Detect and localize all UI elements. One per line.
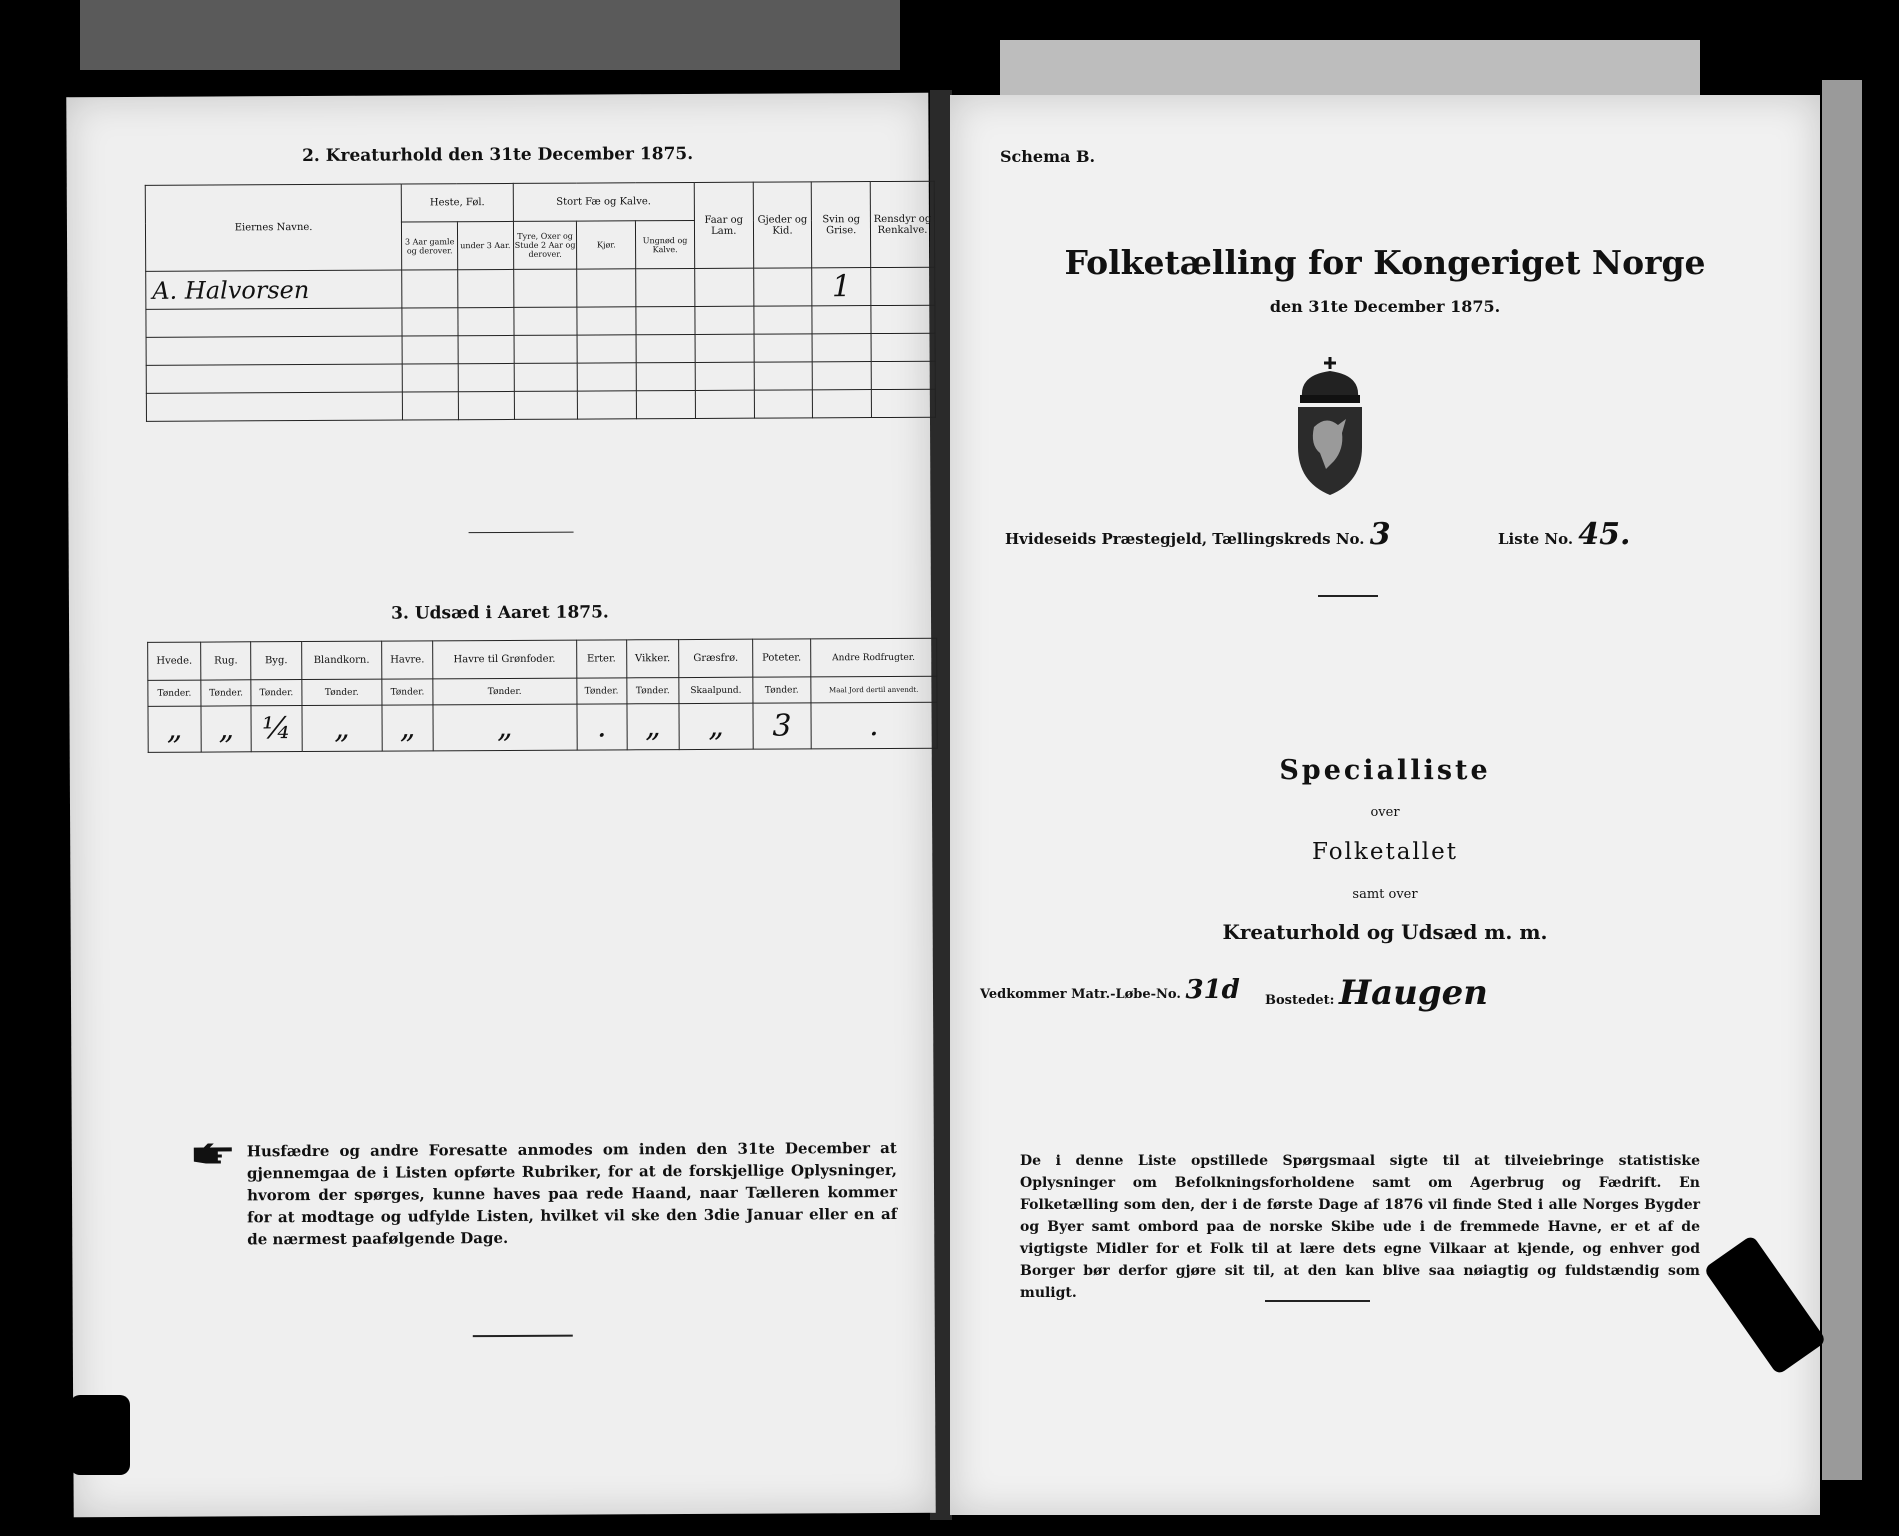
heste-header: Heste, Føl. bbox=[401, 183, 513, 222]
specialliste-heading: Specialliste bbox=[1279, 755, 1491, 786]
seed-value: „ bbox=[679, 703, 753, 749]
seed-name: Rug. bbox=[201, 642, 251, 680]
stort-header: Stort Fæ og Kalve. bbox=[513, 182, 694, 221]
pointing-hand-icon bbox=[192, 1141, 236, 1167]
section2-title: 2. Kreaturhold den 31te December 1875. bbox=[301, 143, 694, 167]
seed-value: . bbox=[811, 702, 938, 749]
table-row bbox=[146, 389, 935, 421]
right-edge-strip bbox=[1822, 80, 1862, 1480]
seed-unit: Tønder. bbox=[148, 680, 201, 706]
corner-tab bbox=[70, 1395, 130, 1475]
kreds-number: 3 bbox=[1369, 517, 1391, 552]
seed-unit: Tønder. bbox=[382, 679, 433, 705]
seed-unit: Tønder. bbox=[433, 678, 577, 705]
gjeder-header: Gjeder og Kid. bbox=[753, 182, 812, 268]
seed-table bbox=[147, 638, 938, 753]
bosted-line bbox=[1265, 973, 1488, 1013]
seed-name: Andre Rodfrugter. bbox=[810, 638, 937, 677]
seed-name-row bbox=[148, 638, 937, 680]
seed-value: 3 bbox=[753, 703, 811, 749]
matr-line bbox=[980, 975, 1240, 1005]
schema-label: Schema B. bbox=[1000, 147, 1096, 166]
seed-value: „ bbox=[627, 704, 679, 750]
seed-unit: Tønder. bbox=[301, 679, 382, 705]
seed-name: Blandkorn. bbox=[301, 641, 382, 679]
divider bbox=[469, 532, 574, 534]
seed-name: Havre til Grønfoder. bbox=[433, 640, 577, 679]
coat-of-arms-icon bbox=[1290, 357, 1370, 497]
over-text: over bbox=[1370, 805, 1400, 820]
seed-name: Poteter. bbox=[753, 639, 811, 677]
table-row bbox=[146, 267, 935, 309]
seed-value: . bbox=[576, 704, 627, 750]
seed-value-row bbox=[148, 702, 937, 752]
seed-value: ¼ bbox=[251, 706, 302, 752]
seed-unit: Tønder. bbox=[753, 677, 811, 703]
kreaturhold-heading: Kreaturhold og Udsæd m. m. bbox=[1222, 920, 1548, 944]
matr-number: 31d bbox=[1185, 975, 1240, 1005]
table-row bbox=[146, 361, 935, 393]
owner-name: A. Halvorsen bbox=[146, 270, 402, 309]
heste-sub2: under 3 Aar. bbox=[457, 221, 513, 269]
folketallet-heading: Folketallet bbox=[1312, 839, 1458, 865]
seed-value: „ bbox=[148, 706, 201, 752]
seed-value: „ bbox=[201, 706, 252, 752]
info-paragraph: De i denne Liste opstillede Spørgsmaal sigte til at tilveiebringe statistiske Oplysninger om Befolkningsforholdene samt om Agerbrug og Fædrift. En Folketælling som den, der i de første Dage af 1876 vil finde Sted i alle Norges Bygder og Byer samt ombord paa de norske Skibe ude i de fremmede Havne, er et af de vigtigste Midler for et Folk til at lære dets egne Vilkaar at kjende, og enhver god Borger bør derfor gjøre sit til, at den kan blive saa nøiagtig og fuldstændig som muligt. bbox=[1020, 1153, 1700, 1301]
parish-line bbox=[1005, 517, 1391, 552]
svin-value: 1 bbox=[812, 268, 871, 306]
matr-label: Vedkommer Matr.-Løbe-No. bbox=[980, 987, 1181, 1002]
seed-value: „ bbox=[302, 705, 383, 751]
seed-unit: Tønder. bbox=[201, 680, 251, 706]
seed-name: Havre. bbox=[382, 641, 433, 679]
livestock-table bbox=[145, 181, 936, 422]
svin-header: Svin og Grise. bbox=[812, 182, 871, 268]
rensdyr-header: Rensdyr og Renkalve. bbox=[870, 181, 934, 267]
stort-sub3: Ungnød og Kalve. bbox=[636, 220, 695, 268]
seed-unit: Tønder. bbox=[627, 678, 679, 704]
seed-unit: Maal Jord dertil anvendt. bbox=[810, 676, 936, 703]
seed-value: „ bbox=[382, 705, 433, 751]
form-date: den 31te December 1875. bbox=[1269, 297, 1501, 316]
owner-header: Eiernes Navne. bbox=[145, 184, 402, 271]
seed-unit: Tønder. bbox=[251, 680, 301, 706]
seed-unit: Tønder. bbox=[576, 678, 626, 704]
faar-header: Faar og Lam. bbox=[694, 182, 753, 268]
heste-sub1: 3 Aar gamle og derover. bbox=[402, 222, 458, 270]
divider bbox=[473, 1335, 573, 1338]
seed-name: Byg. bbox=[251, 642, 301, 680]
liste-label: Liste No. bbox=[1498, 530, 1574, 548]
right-page bbox=[950, 95, 1820, 1515]
seed-unit: Skaalpund. bbox=[679, 677, 753, 703]
seed-value: „ bbox=[433, 704, 577, 751]
notice-text: Husfædre og andre Foresatte anmodes om inden den 31te December at gjennemgaa de i Listen opførte Rubriker, for at de forskjellige Oplysninger, hvorom der spørges, kunne haves paa rede Haand, naar Tælleren kommer for at modtage og udfylde Listen, hvilket vil ske den 3die Januar eller en af de nærmest paafølgende Dage. bbox=[246, 1138, 898, 1249]
seed-name: Hvede. bbox=[148, 642, 201, 680]
seed-unit-row bbox=[148, 676, 937, 706]
divider bbox=[1265, 1300, 1370, 1302]
bosted-value: Haugen bbox=[1338, 973, 1488, 1013]
top-strip bbox=[80, 0, 900, 70]
top-strip-right bbox=[1000, 40, 1700, 100]
samt-over-text: samt over bbox=[1352, 887, 1418, 902]
seed-name: Erter. bbox=[576, 640, 626, 678]
seed-name: Græsfrø. bbox=[679, 639, 753, 677]
left-page bbox=[66, 93, 935, 1517]
stort-sub1: Tyre, Oxer og Stude 2 Aar og derover. bbox=[513, 221, 577, 269]
section3-title: 3. Udsæd i Aaret 1875. bbox=[391, 602, 609, 624]
table-row bbox=[146, 333, 935, 365]
divider bbox=[1318, 595, 1378, 597]
bosted-label: Bostedet: bbox=[1265, 993, 1335, 1008]
seed-name: Vikker. bbox=[626, 640, 678, 678]
liste-number: 45. bbox=[1578, 517, 1631, 552]
table-row bbox=[146, 305, 935, 337]
stort-sub2: Kjør. bbox=[577, 221, 636, 269]
parish-label: Hvideseids Præstegjeld, Tællingskreds No. bbox=[1005, 530, 1365, 548]
liste-line bbox=[1498, 517, 1631, 552]
form-title: Folketælling for Kongeriget Norge bbox=[1064, 243, 1706, 282]
